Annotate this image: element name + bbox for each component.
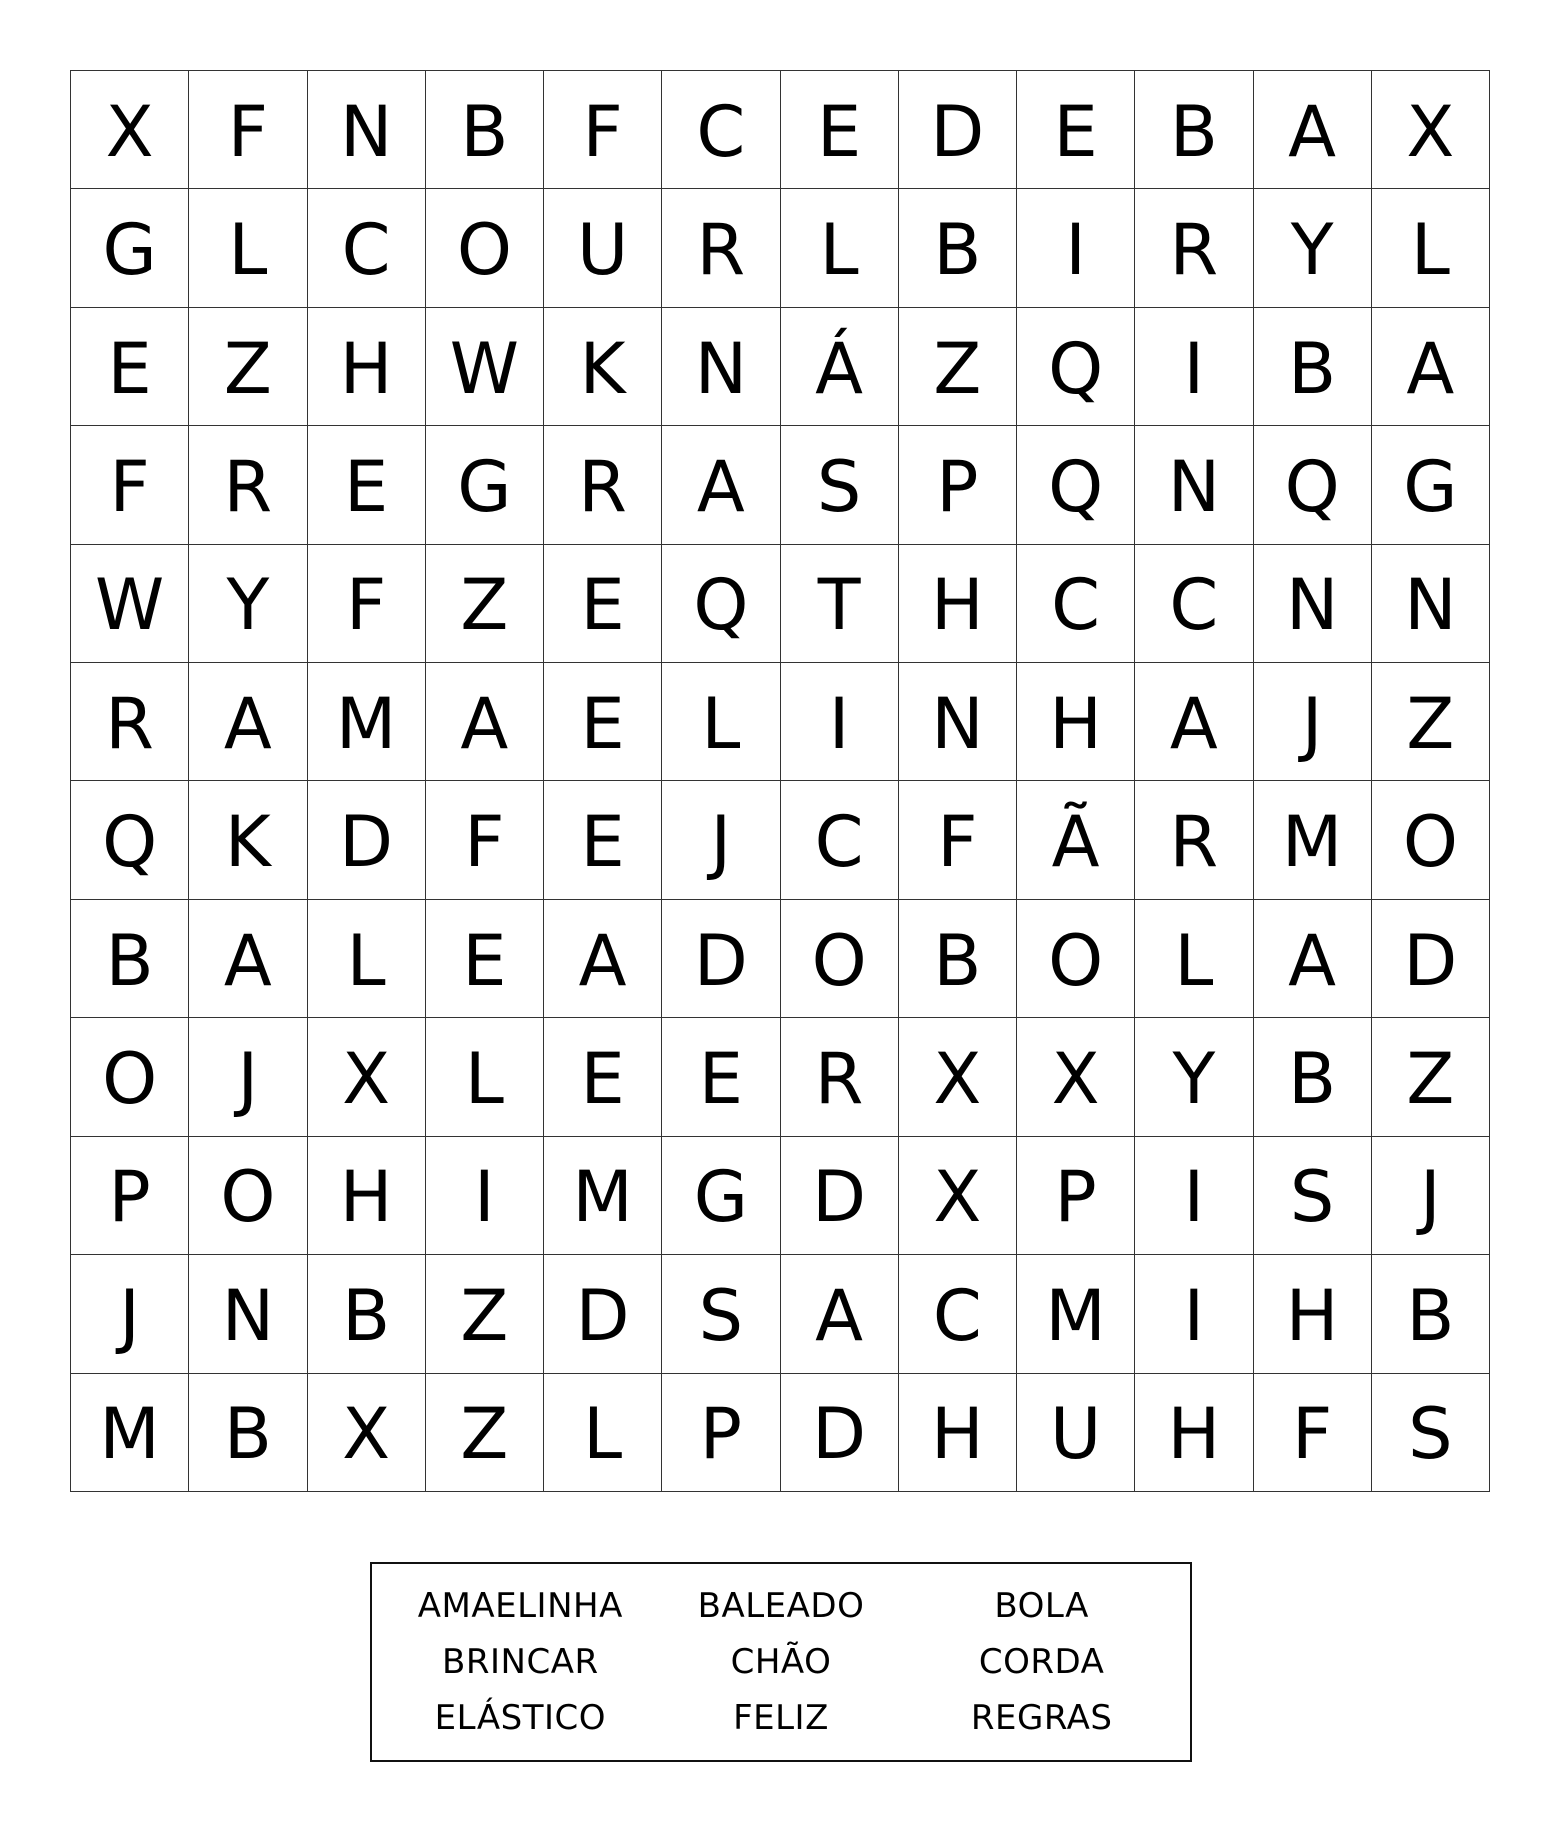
grid-cell[interactable]: L — [189, 189, 307, 307]
grid-cell[interactable]: I — [426, 1137, 544, 1255]
grid-cell[interactable]: H — [899, 1374, 1017, 1492]
grid-cell[interactable]: E — [544, 545, 662, 663]
word-item: BALEADO — [697, 1586, 865, 1626]
grid-cell[interactable]: I — [1135, 1137, 1253, 1255]
grid-cell[interactable]: I — [1017, 189, 1135, 307]
grid-cell[interactable]: E — [426, 900, 544, 1018]
grid-cell[interactable]: Z — [189, 308, 307, 426]
grid-cell[interactable]: L — [781, 189, 899, 307]
grid-cell[interactable]: R — [781, 1018, 899, 1136]
grid-cell[interactable]: C — [781, 781, 899, 899]
grid-cell[interactable]: K — [189, 781, 307, 899]
grid-cell[interactable]: N — [899, 663, 1017, 781]
grid-cell[interactable]: H — [308, 1137, 426, 1255]
grid-cell[interactable]: B — [1254, 1018, 1372, 1136]
grid-cell[interactable]: E — [71, 308, 189, 426]
grid-cell[interactable]: C — [1135, 545, 1253, 663]
grid-cell[interactable]: J — [71, 1255, 189, 1373]
word-item: BRINCAR — [442, 1642, 599, 1682]
grid-cell[interactable]: H — [1017, 663, 1135, 781]
grid-cell[interactable]: S — [662, 1255, 780, 1373]
grid-cell[interactable]: E — [662, 1018, 780, 1136]
grid-cell[interactable]: D — [308, 781, 426, 899]
grid-cell[interactable]: Y — [1254, 189, 1372, 307]
grid-cell[interactable]: C — [899, 1255, 1017, 1373]
grid-cell[interactable]: M — [308, 663, 426, 781]
grid-cell[interactable]: G — [662, 1137, 780, 1255]
grid-cell[interactable]: F — [544, 71, 662, 189]
grid-cell[interactable]: Z — [426, 545, 544, 663]
grid-cell[interactable]: G — [1372, 426, 1490, 544]
grid-cell[interactable]: M — [71, 1374, 189, 1492]
grid-cell[interactable]: I — [1135, 308, 1253, 426]
grid-cell[interactable]: N — [308, 71, 426, 189]
grid-cell[interactable]: Z — [899, 308, 1017, 426]
grid-cell[interactable]: O — [426, 189, 544, 307]
grid-cell[interactable]: N — [1254, 545, 1372, 663]
grid-cell[interactable]: X — [1017, 1018, 1135, 1136]
grid-cell[interactable]: C — [308, 189, 426, 307]
grid-cell[interactable]: Y — [189, 545, 307, 663]
grid-cell[interactable]: R — [1135, 189, 1253, 307]
grid-cell[interactable]: L — [1372, 189, 1490, 307]
grid-cell[interactable]: L — [662, 663, 780, 781]
grid-cell[interactable]: O — [1017, 900, 1135, 1018]
grid-cell[interactable]: P — [1017, 1137, 1135, 1255]
grid-cell[interactable]: S — [1372, 1374, 1490, 1492]
grid-cell[interactable]: J — [662, 781, 780, 899]
grid-cell[interactable]: L — [544, 1374, 662, 1492]
grid-cell[interactable]: Q — [1017, 308, 1135, 426]
grid-cell[interactable]: S — [781, 426, 899, 544]
grid-cell[interactable]: C — [662, 71, 780, 189]
grid-cell[interactable]: Q — [71, 781, 189, 899]
grid-cell[interactable]: A — [1254, 900, 1372, 1018]
grid-cell[interactable]: Q — [662, 545, 780, 663]
grid-cell[interactable]: E — [544, 781, 662, 899]
grid-cell[interactable]: H — [1254, 1255, 1372, 1373]
grid-cell[interactable]: F — [426, 781, 544, 899]
word-list — [370, 1562, 1192, 1762]
grid-cell[interactable]: E — [781, 71, 899, 189]
grid-cell[interactable]: E — [544, 663, 662, 781]
grid-cell[interactable]: R — [662, 189, 780, 307]
grid-cell[interactable]: N — [662, 308, 780, 426]
grid-cell[interactable]: X — [308, 1374, 426, 1492]
grid-cell[interactable]: A — [189, 900, 307, 1018]
grid-cell[interactable]: R — [544, 426, 662, 544]
grid-cell[interactable]: D — [662, 900, 780, 1018]
grid-cell[interactable]: R — [1135, 781, 1253, 899]
grid-cell[interactable]: L — [1135, 900, 1253, 1018]
grid-cell[interactable]: Z — [426, 1374, 544, 1492]
grid-cell[interactable]: L — [308, 900, 426, 1018]
word-item: REGRAS — [970, 1698, 1113, 1738]
grid-cell[interactable]: J — [189, 1018, 307, 1136]
grid-cell[interactable]: F — [71, 426, 189, 544]
grid-cell[interactable]: Q — [1017, 426, 1135, 544]
grid-cell[interactable]: J — [1372, 1137, 1490, 1255]
grid-cell[interactable]: F — [899, 781, 1017, 899]
grid-cell[interactable]: E — [1017, 71, 1135, 189]
grid-cell[interactable]: N — [1135, 426, 1253, 544]
grid-cell[interactable]: A — [1254, 71, 1372, 189]
grid-cell[interactable]: H — [308, 308, 426, 426]
grid-cell[interactable]: X — [71, 71, 189, 189]
grid-cell[interactable]: X — [899, 1018, 1017, 1136]
grid-cell[interactable]: P — [899, 426, 1017, 544]
grid-cell[interactable]: F — [189, 71, 307, 189]
grid-cell[interactable]: N — [1372, 545, 1490, 663]
grid-cell[interactable]: O — [781, 900, 899, 1018]
grid-cell[interactable]: A — [781, 1255, 899, 1373]
grid-cell[interactable]: A — [662, 426, 780, 544]
grid-cell[interactable]: G — [426, 426, 544, 544]
grid-cell[interactable]: P — [662, 1374, 780, 1492]
grid-cell[interactable]: W — [71, 545, 189, 663]
word-item: CHÃO — [730, 1642, 832, 1682]
grid-cell[interactable]: X — [899, 1137, 1017, 1255]
grid-cell[interactable]: B — [1372, 1255, 1490, 1373]
grid-cell[interactable]: A — [544, 900, 662, 1018]
grid-cell[interactable]: S — [1254, 1137, 1372, 1255]
grid-cell[interactable]: Z — [1372, 663, 1490, 781]
grid-cell[interactable]: Y — [1135, 1018, 1253, 1136]
grid-cell[interactable]: I — [1135, 1255, 1253, 1373]
grid-cell[interactable]: B — [426, 71, 544, 189]
grid-cell[interactable]: X — [308, 1018, 426, 1136]
grid-cell[interactable]: F — [308, 545, 426, 663]
grid-cell[interactable]: Z — [426, 1255, 544, 1373]
grid-cell[interactable]: O — [71, 1018, 189, 1136]
grid-cell[interactable]: A — [426, 663, 544, 781]
grid-cell[interactable]: U — [544, 189, 662, 307]
word-item: CORDA — [978, 1642, 1105, 1682]
grid-cell[interactable]: T — [781, 545, 899, 663]
grid-cell[interactable]: D — [544, 1255, 662, 1373]
word-search-grid — [70, 70, 1490, 1492]
grid-cell[interactable]: M — [1254, 781, 1372, 899]
word-item: AMAELINHA — [417, 1586, 623, 1626]
grid-cell[interactable]: B — [71, 900, 189, 1018]
grid-cell[interactable]: Z — [1372, 1018, 1490, 1136]
grid-cell[interactable]: Ã — [1017, 781, 1135, 899]
grid-cell[interactable]: E — [308, 426, 426, 544]
grid-cell[interactable]: D — [781, 1374, 899, 1492]
grid-cell[interactable]: Q — [1254, 426, 1372, 544]
grid-cell[interactable]: O — [189, 1137, 307, 1255]
grid-cell[interactable]: L — [426, 1018, 544, 1136]
grid-cell[interactable]: B — [1254, 308, 1372, 426]
grid-cell[interactable]: M — [544, 1137, 662, 1255]
grid-cell[interactable]: A — [1372, 308, 1490, 426]
grid-cell[interactable]: I — [781, 663, 899, 781]
grid-cell[interactable]: B — [899, 189, 1017, 307]
grid-cell[interactable]: E — [544, 1018, 662, 1136]
grid-cell[interactable]: P — [71, 1137, 189, 1255]
grid-cell[interactable]: A — [189, 663, 307, 781]
grid-cell[interactable]: H — [1135, 1374, 1253, 1492]
grid-cell[interactable]: B — [308, 1255, 426, 1373]
word-item: BOLA — [994, 1586, 1089, 1626]
grid-cell[interactable]: R — [189, 426, 307, 544]
grid-cell[interactable]: K — [544, 308, 662, 426]
grid-cell[interactable]: M — [1017, 1255, 1135, 1373]
grid-cell[interactable]: B — [189, 1374, 307, 1492]
grid-cell[interactable]: Á — [781, 308, 899, 426]
grid-cell[interactable]: F — [1254, 1374, 1372, 1492]
grid-cell[interactable]: R — [71, 663, 189, 781]
grid-cell[interactable]: A — [1135, 663, 1253, 781]
grid-cell[interactable]: H — [899, 545, 1017, 663]
grid-cell[interactable]: N — [189, 1255, 307, 1373]
word-item: ELÁSTICO — [434, 1698, 606, 1738]
grid-cell[interactable]: U — [1017, 1374, 1135, 1492]
grid-cell[interactable]: B — [1135, 71, 1253, 189]
grid-cell[interactable]: D — [781, 1137, 899, 1255]
grid-cell[interactable]: W — [426, 308, 544, 426]
grid-cell[interactable]: C — [1017, 545, 1135, 663]
grid-cell[interactable]: B — [899, 900, 1017, 1018]
word-item: FELIZ — [733, 1698, 829, 1738]
grid-cell[interactable]: X — [1372, 71, 1490, 189]
grid-cell[interactable]: O — [1372, 781, 1490, 899]
grid-cell[interactable]: D — [899, 71, 1017, 189]
grid-cell[interactable]: G — [71, 189, 189, 307]
grid-cell[interactable]: J — [1254, 663, 1372, 781]
grid-cell[interactable]: D — [1372, 900, 1490, 1018]
